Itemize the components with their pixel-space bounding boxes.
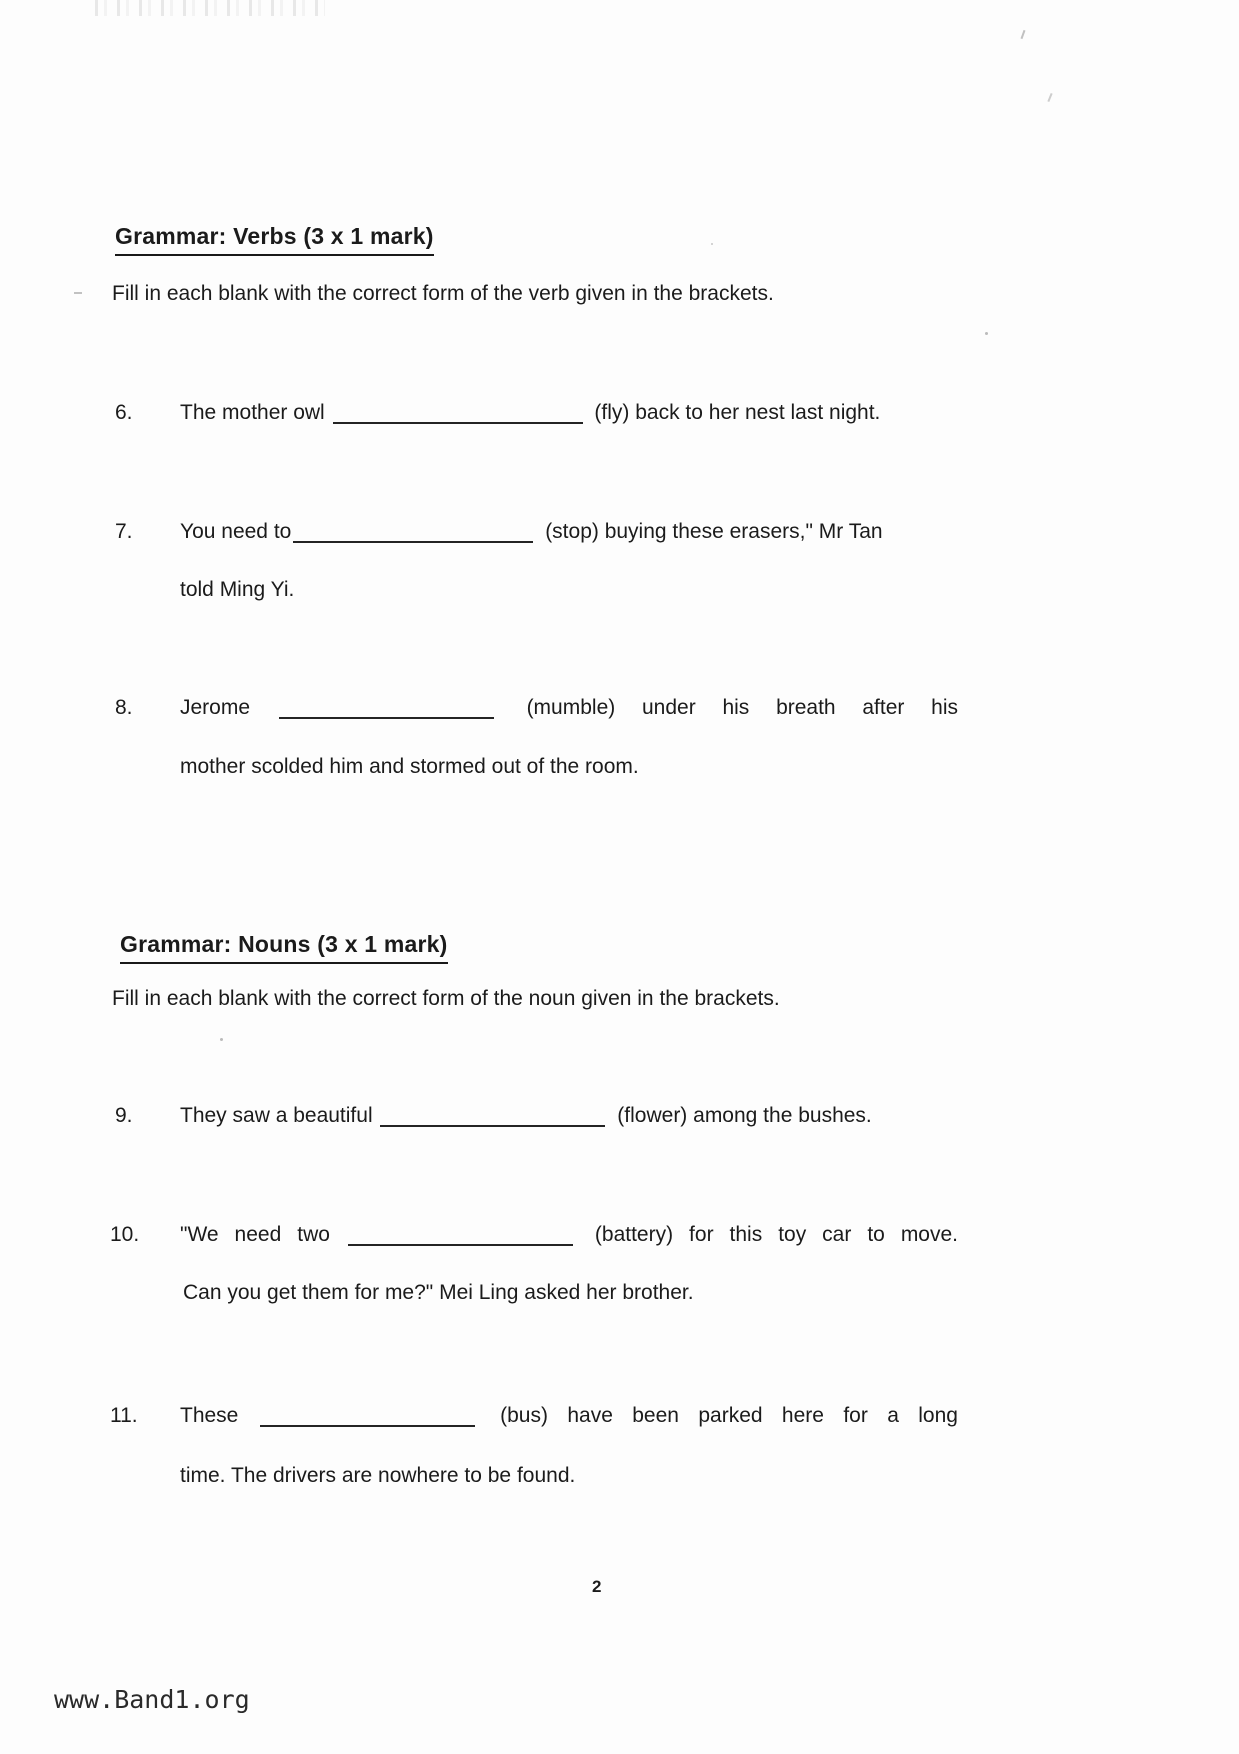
answer-blank bbox=[260, 1421, 475, 1427]
scan-artifact bbox=[74, 292, 82, 294]
section-heading-text: Grammar: Nouns (3 x 1 mark) bbox=[120, 930, 448, 964]
question-text-after: (bus) have been parked here for a long bbox=[500, 1404, 958, 1427]
question-text-after: (stop) buying these erasers," Mr Tan bbox=[545, 520, 883, 543]
question-continuation: time. The drivers are nowhere to be found. bbox=[180, 1464, 576, 1487]
question-continuation: Can you get them for me?" Mei Ling asked her brother. bbox=[183, 1281, 694, 1304]
question-continuation: mother scolded him and stormed out of the room. bbox=[180, 755, 639, 778]
question-row-7 bbox=[115, 519, 883, 545]
section-instruction: Fill in each blank with the correct form of the noun given in the brackets. bbox=[112, 987, 780, 1010]
scan-artifact bbox=[711, 243, 713, 245]
question-number: 11. bbox=[110, 1404, 138, 1427]
question-text-after: (fly) back to her nest last night. bbox=[594, 401, 881, 424]
question-number: 6. bbox=[115, 401, 133, 424]
question-number: 7. bbox=[115, 520, 133, 543]
answer-blank bbox=[348, 1240, 573, 1246]
section-heading-nouns bbox=[120, 930, 448, 964]
question-row-6 bbox=[115, 400, 880, 426]
question-row-10 bbox=[110, 1222, 958, 1248]
question-number: 8. bbox=[115, 696, 133, 719]
site-watermark: www.Band1.org bbox=[54, 1685, 250, 1714]
answer-blank bbox=[333, 418, 583, 424]
question-row-8 bbox=[115, 695, 958, 721]
answer-blank bbox=[293, 537, 533, 543]
question-row-9 bbox=[115, 1103, 872, 1129]
page-number: 2 bbox=[592, 1577, 602, 1596]
scan-artifact bbox=[985, 332, 988, 335]
section-heading-verbs bbox=[115, 222, 434, 256]
question-text-before: The mother owl bbox=[180, 401, 325, 424]
question-number: 9. bbox=[115, 1104, 133, 1127]
question-text-after: (mumble) under his breath after his bbox=[526, 696, 958, 719]
question-text-before: "We need two bbox=[180, 1223, 330, 1246]
question-continuation: told Ming Yi. bbox=[180, 578, 295, 601]
scan-artifact bbox=[220, 1038, 223, 1041]
section-instruction: Fill in each blank with the correct form of the verb given in the brackets. bbox=[112, 282, 774, 305]
section-heading-text: Grammar: Verbs (3 x 1 mark) bbox=[115, 222, 434, 256]
scan-artifact bbox=[95, 0, 325, 16]
answer-blank bbox=[279, 713, 494, 719]
question-text-before: Jerome bbox=[180, 696, 251, 719]
question-text-before: These bbox=[180, 1404, 239, 1427]
question-text-before: They saw a beautiful bbox=[180, 1104, 373, 1127]
question-text-before: You need to bbox=[180, 520, 292, 543]
scan-artifact bbox=[1021, 30, 1026, 39]
question-number: 10. bbox=[110, 1223, 140, 1246]
question-row-11 bbox=[110, 1403, 958, 1429]
question-text-after: (battery) for this toy car to move. bbox=[594, 1223, 958, 1246]
answer-blank bbox=[380, 1121, 605, 1127]
question-text-after: (flower) among the bushes. bbox=[617, 1104, 872, 1127]
scan-artifact bbox=[1047, 93, 1052, 102]
